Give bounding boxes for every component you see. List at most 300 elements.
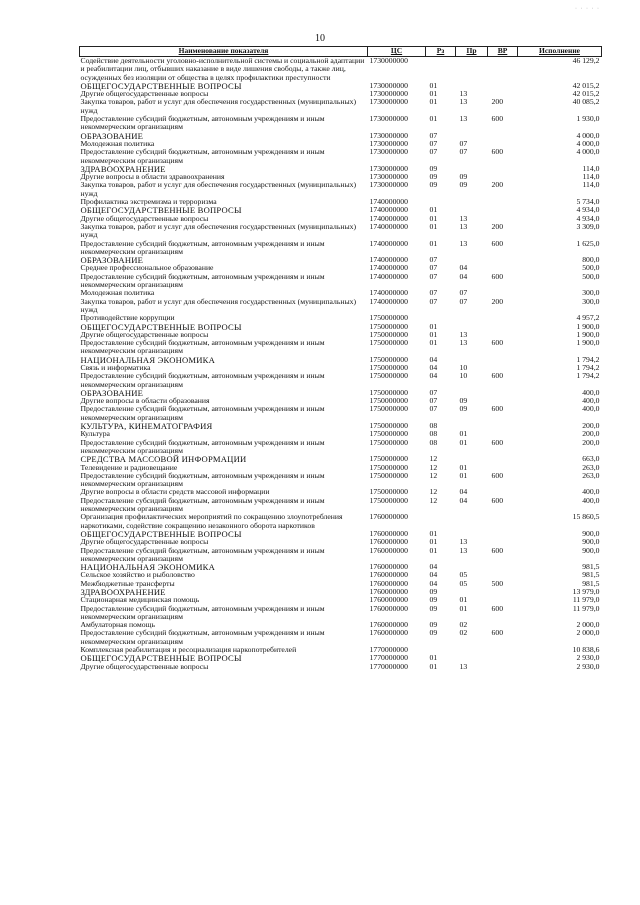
sum-cell: 4 934,0 — [576, 214, 600, 223]
rz-cell: 09 — [429, 173, 438, 182]
name-cell: Молодежная политика — [80, 138, 155, 148]
name-cell: Предоставление субсидий бюджетным, автономным учреждениям и иным некоммерческим организациям — [80, 603, 325, 621]
pr-cell: 05 — [459, 571, 468, 580]
table-row — [80, 663, 602, 671]
rz-cell — [426, 198, 456, 206]
sum-cell: 200,0 — [582, 430, 600, 439]
cs-cell: 1760000000 — [369, 546, 408, 555]
vr-cell — [488, 356, 518, 364]
sum-cell: 1 900,0 — [576, 322, 600, 331]
sum-cell: 800,0 — [582, 256, 600, 265]
sum-cell: 46 129,2 — [572, 56, 600, 65]
rz-cell: 04 — [429, 355, 438, 364]
name-cell: Другие вопросы в области здравоохранения — [80, 172, 225, 182]
sum-cell: 2 930,0 — [576, 662, 600, 671]
cs-cell: 1730000000 — [369, 164, 408, 173]
rz-cell: 07 — [429, 297, 438, 306]
name-cell: Содействие деятельности уголовно-исполнительной системы и социальной адаптации и реабилитации лиц, отбывших наказание в виде лишения свободы, а также лиц, осужденных без изоляции от общества в целях профилактики преступности — [80, 56, 365, 82]
name-cell: Другие вопросы в области образования — [80, 396, 210, 406]
vr-cell — [488, 314, 518, 322]
pr-cell — [456, 206, 488, 214]
name-cell: ОБЩЕГОСУДАРСТВЕННЫЕ ВОПРОСЫ — [80, 80, 242, 91]
vr-cell: 600 — [491, 496, 504, 505]
sum-cell: 1 794,2 — [576, 372, 600, 381]
name-cell: Предоставление субсидий бюджетным, автономным учреждениям и иным некоммерческим организациям — [80, 404, 325, 422]
rz-cell: 12 — [429, 455, 438, 464]
cs-cell: 1760000000 — [369, 538, 408, 547]
cs-cell: 1760000000 — [369, 571, 408, 580]
name-cell: Профилактика экстремизма и терроризма — [80, 197, 217, 207]
vr-cell — [488, 538, 518, 546]
cs-cell: 1730000000 — [369, 181, 408, 190]
pr-cell: 04 — [459, 488, 468, 497]
rz-cell — [426, 314, 456, 322]
sum-cell: 114,0 — [582, 181, 600, 190]
pr-cell: 10 — [459, 372, 468, 381]
cs-cell: 1730000000 — [369, 81, 408, 90]
table-row — [80, 629, 602, 646]
cs-cell: 1750000000 — [369, 388, 408, 397]
rz-cell: 04 — [429, 563, 438, 572]
name-cell: Другие общегосударственные вопросы — [80, 213, 209, 223]
vr-cell — [488, 397, 518, 405]
pr-cell: 10 — [459, 363, 468, 372]
name-cell: ЗДРАВООХРАНЕНИЕ — [80, 587, 166, 597]
name-cell: Закупка товаров, работ и услуг для обеспечения государственных (муниципальных) нужд — [80, 97, 357, 115]
vr-cell: 600 — [491, 239, 504, 248]
name-cell: Предоставление субсидий бюджетным, автономным учреждениям и иным некоммерческим организациям — [80, 371, 325, 389]
cs-cell: 1750000000 — [369, 471, 408, 480]
cs-cell: 1760000000 — [369, 513, 408, 522]
pr-cell: 04 — [459, 496, 468, 505]
cs-cell: 1730000000 — [369, 139, 408, 148]
name-cell: ОБЩЕГОСУДАРСТВЕННЫЕ ВОПРОСЫ — [80, 321, 242, 332]
name-cell: Сельское хозяйство и рыболовство — [80, 570, 195, 580]
rz-cell: 09 — [429, 164, 438, 173]
name-cell: Организация профилактических мероприятий по сокращению злоупотребления наркотиками, содействие сокращению незаконного оборота наркотиков — [80, 512, 343, 530]
table-row — [80, 148, 602, 165]
table-row — [80, 605, 602, 622]
sum-cell: 1 794,2 — [576, 363, 600, 372]
pr-cell: 09 — [459, 173, 468, 182]
sum-cell: 4 957,2 — [576, 314, 600, 323]
sum-cell: 200,0 — [582, 438, 600, 447]
rz-cell: 01 — [429, 81, 438, 90]
sum-cell: 11 979,0 — [572, 604, 600, 613]
name-cell: Предоставление субсидий бюджетным, автономным учреждениям и иным некоммерческим организациям — [80, 338, 325, 356]
vr-cell — [488, 422, 518, 430]
vr-cell — [488, 323, 518, 331]
cs-cell: 1760000000 — [369, 604, 408, 613]
pr-cell: 04 — [459, 264, 468, 273]
vr-cell — [488, 206, 518, 214]
pr-cell — [456, 654, 488, 662]
name-cell: СРЕДСТВА МАССОВОЙ ИНФОРМАЦИИ — [80, 454, 247, 465]
vr-cell — [488, 488, 518, 496]
name-cell: Комплексная реабилитация и ресоциализация наркопотребителей — [80, 645, 297, 655]
table-row — [80, 98, 602, 115]
vr-cell — [488, 57, 518, 82]
pr-cell — [456, 588, 488, 596]
table-row — [80, 513, 602, 530]
name-cell: ОБРАЗОВАНИЕ — [80, 130, 144, 141]
name-cell: Амбулаторная помощь — [80, 620, 155, 630]
table-row — [80, 356, 602, 364]
vr-cell: 600 — [491, 405, 504, 414]
cs-cell: 1760000000 — [369, 563, 408, 572]
header-rz: Рз — [426, 47, 456, 57]
rz-cell: 09 — [429, 621, 438, 630]
sum-cell: 663,0 — [582, 455, 600, 464]
vr-cell — [488, 588, 518, 596]
vr-cell: 200 — [491, 222, 504, 231]
vr-cell — [488, 464, 518, 472]
pr-cell: 01 — [459, 430, 468, 439]
table-row — [80, 57, 602, 82]
name-cell: Предоставление субсидий бюджетным, автономным учреждениям и иным некоммерческим организациям — [80, 238, 325, 256]
pr-cell: 13 — [459, 546, 468, 555]
name-cell: ОБЩЕГОСУДАРСТВЕННЫЕ ВОПРОСЫ — [80, 205, 242, 216]
cs-cell: 1770000000 — [369, 654, 408, 663]
sum-cell: 114,0 — [582, 173, 600, 182]
cs-cell: 1750000000 — [369, 372, 408, 381]
rz-cell: 01 — [429, 538, 438, 547]
pr-cell: 09 — [459, 405, 468, 414]
vr-cell — [488, 654, 518, 662]
sum-cell: 2 930,0 — [576, 654, 600, 663]
rz-cell: 12 — [429, 488, 438, 497]
table-row — [80, 405, 602, 422]
pr-cell — [456, 563, 488, 571]
vr-cell — [488, 430, 518, 438]
sum-cell: 10 838,6 — [572, 646, 600, 655]
sum-cell: 981,5 — [582, 563, 600, 572]
pr-cell — [456, 513, 488, 530]
rz-cell: 04 — [429, 579, 438, 588]
rz-cell: 01 — [429, 654, 438, 663]
pr-cell: 02 — [459, 629, 468, 638]
sum-cell: 15 860,5 — [572, 513, 600, 522]
sum-cell: 1 625,0 — [576, 239, 600, 248]
vr-cell — [488, 264, 518, 272]
pr-cell: 13 — [459, 538, 468, 547]
vr-cell: 600 — [491, 629, 504, 638]
vr-cell: 500 — [491, 579, 504, 588]
cs-cell: 1740000000 — [369, 222, 408, 231]
vr-cell: 200 — [491, 98, 504, 107]
rz-cell: 07 — [429, 264, 438, 273]
cs-cell: 1730000000 — [369, 173, 408, 182]
rz-cell: 01 — [429, 339, 438, 348]
cs-cell: 1730000000 — [369, 148, 408, 157]
cs-cell: 1730000000 — [369, 90, 408, 99]
header-vr: ВР — [488, 47, 518, 57]
cs-cell: 1760000000 — [369, 579, 408, 588]
cs-cell: 1750000000 — [369, 488, 408, 497]
sum-cell: 500,0 — [582, 264, 600, 273]
sum-cell: 2 000,0 — [576, 629, 600, 638]
vr-cell: 600 — [491, 438, 504, 447]
cs-cell: 1750000000 — [369, 496, 408, 505]
sum-cell: 13 979,0 — [572, 588, 600, 596]
sum-cell: 42 015,2 — [572, 81, 600, 90]
name-cell: Другие общегосударственные вопросы — [80, 89, 209, 99]
name-cell: ЗДРАВООХРАНЕНИЕ — [80, 163, 166, 174]
pr-cell — [456, 198, 488, 206]
cs-cell: 1740000000 — [369, 289, 408, 298]
vr-cell — [488, 596, 518, 604]
cs-cell: 1740000000 — [369, 206, 408, 215]
pr-cell — [456, 356, 488, 364]
sum-cell: 400,0 — [582, 488, 600, 497]
vr-cell — [488, 215, 518, 223]
name-cell: Закупка товаров, работ и услуг для обеспечения государственных (муниципальных) нужд — [80, 180, 357, 198]
name-cell: Связь и информатика — [80, 362, 151, 372]
pr-cell — [456, 165, 488, 173]
table-row — [80, 298, 602, 315]
vr-cell — [488, 173, 518, 181]
cs-cell: 1740000000 — [369, 214, 408, 223]
rz-cell: 08 — [429, 422, 438, 431]
sum-cell: 40 085,2 — [572, 98, 600, 107]
sum-cell: 500,0 — [582, 272, 600, 281]
cs-cell: 1750000000 — [369, 355, 408, 364]
name-cell: Предоставление субсидий бюджетным, автономным учреждениям и иным некоммерческим организациям — [80, 470, 325, 489]
table-row — [80, 372, 602, 389]
vr-cell — [488, 663, 518, 671]
name-cell: Стационарная медицинская помощь — [80, 595, 200, 605]
rz-cell: 01 — [429, 239, 438, 248]
vr-cell: 600 — [491, 115, 504, 124]
rz-cell: 07 — [429, 131, 438, 140]
sum-cell: 200,0 — [582, 422, 600, 431]
rz-cell — [426, 513, 456, 530]
vr-cell — [488, 364, 518, 372]
name-cell: НАЦИОНАЛЬНАЯ ЭКОНОМИКА — [80, 354, 215, 365]
rz-cell: 07 — [429, 397, 438, 406]
rz-cell: 01 — [429, 115, 438, 124]
header-sum: Исполнение — [518, 47, 602, 57]
name-cell: КУЛЬТУРА, КИНЕМАТОГРАФИЯ — [80, 421, 213, 432]
vr-cell — [488, 455, 518, 463]
cs-cell: 1770000000 — [369, 662, 408, 671]
cs-cell: 1750000000 — [369, 405, 408, 414]
sum-cell: 4 000,0 — [576, 139, 600, 148]
cs-cell: 1750000000 — [369, 363, 408, 372]
sum-cell: 4 934,0 — [576, 206, 600, 215]
sum-cell: 900,0 — [582, 546, 600, 555]
rz-cell: 01 — [429, 322, 438, 331]
rz-cell: 09 — [429, 181, 438, 190]
vr-cell — [488, 165, 518, 173]
cs-cell: 1760000000 — [369, 529, 408, 538]
rz-cell: 01 — [429, 98, 438, 107]
pr-cell: 09 — [459, 181, 468, 190]
rz-cell: 07 — [429, 272, 438, 281]
vr-cell: 600 — [491, 471, 504, 480]
cs-cell: 1740000000 — [369, 198, 408, 207]
rz-cell: 07 — [429, 388, 438, 397]
pr-cell: 13 — [459, 98, 468, 107]
header-cs: ЦС — [368, 47, 426, 57]
cs-cell: 1770000000 — [369, 646, 408, 655]
name-cell: Закупка товаров, работ и услуг для обеспечения государственных (муниципальных) нужд — [80, 221, 357, 240]
table-row — [80, 132, 602, 140]
sum-cell: 263,0 — [582, 463, 600, 472]
rz-cell: 07 — [429, 289, 438, 298]
name-cell: Предоставление субсидий бюджетным, автономным учреждениям и иным некоммерческим организациям — [80, 271, 325, 290]
table-row — [80, 497, 602, 514]
rz-cell: 07 — [429, 405, 438, 414]
sum-cell: 5 734,0 — [576, 198, 600, 207]
name-cell: Предоставление субсидий бюджетным, автономным учреждениям и иным некоммерческим организациям — [80, 147, 325, 165]
rz-cell: 04 — [429, 363, 438, 372]
pr-cell — [456, 389, 488, 397]
vr-cell — [488, 530, 518, 538]
cs-cell: 1750000000 — [369, 322, 408, 331]
sum-cell: 300,0 — [582, 289, 600, 298]
pr-cell: 04 — [459, 272, 468, 281]
cs-cell: 1750000000 — [369, 397, 408, 406]
pr-cell — [456, 314, 488, 322]
vr-cell — [488, 198, 518, 206]
vr-cell: 600 — [491, 604, 504, 613]
sum-cell: 2 000,0 — [576, 621, 600, 630]
sum-cell: 1 900,0 — [576, 339, 600, 348]
name-cell: НАЦИОНАЛЬНАЯ ЭКОНОМИКА — [80, 562, 215, 573]
vr-cell — [488, 289, 518, 297]
sum-cell: 3 309,0 — [576, 222, 600, 231]
rz-cell: 07 — [429, 139, 438, 148]
name-cell: Культура — [80, 429, 110, 439]
table-header — [80, 47, 602, 57]
name-cell: Предоставление субсидий бюджетным, автономным учреждениям и иным некоммерческим организациям — [80, 628, 325, 646]
vr-cell — [488, 646, 518, 654]
cs-cell: 1750000000 — [369, 314, 408, 323]
name-cell: Межбюджетные трансферты — [80, 578, 175, 588]
cs-cell: 1750000000 — [369, 422, 408, 431]
rz-cell: 04 — [429, 372, 438, 381]
table-row — [80, 181, 602, 198]
vr-cell: 600 — [491, 148, 504, 157]
rz-cell: 04 — [429, 571, 438, 580]
sum-cell: 4 000,0 — [576, 148, 600, 157]
pr-cell — [456, 530, 488, 538]
rz-cell: 01 — [429, 529, 438, 538]
pr-cell — [456, 422, 488, 430]
vr-cell — [488, 513, 518, 530]
cs-cell: 1760000000 — [369, 629, 408, 638]
table-row — [80, 240, 602, 257]
cs-cell: 1740000000 — [369, 297, 408, 306]
name-cell: Предоставление субсидий бюджетным, автономным учреждениям и иным некоммерческим организациям — [80, 545, 325, 563]
rz-cell — [426, 646, 456, 654]
pr-cell: 01 — [459, 596, 468, 605]
rz-cell: 12 — [429, 463, 438, 472]
table-body — [80, 57, 602, 671]
page-number: 10 — [315, 33, 325, 44]
name-cell: Телевидение и радиовещание — [80, 462, 178, 472]
sum-cell: 263,0 — [582, 471, 600, 480]
name-cell: ОБРАЗОВАНИЕ — [80, 255, 144, 266]
pr-cell — [456, 132, 488, 140]
header-name: Наименование показателя — [80, 47, 368, 57]
rz-cell: 07 — [429, 256, 438, 265]
cs-cell: 1750000000 — [369, 438, 408, 447]
cs-cell: 1760000000 — [369, 621, 408, 630]
pr-cell: 01 — [459, 471, 468, 480]
pr-cell: 13 — [459, 662, 468, 671]
cs-cell: 1740000000 — [369, 264, 408, 273]
rz-cell: 01 — [429, 206, 438, 215]
rz-cell: 01 — [429, 222, 438, 231]
vr-cell: 600 — [491, 546, 504, 555]
pr-cell — [456, 646, 488, 654]
table-row — [80, 439, 602, 456]
vr-cell — [488, 389, 518, 397]
table-row — [80, 547, 602, 564]
sum-cell: 400,0 — [582, 405, 600, 414]
name-cell: ОБЩЕГОСУДАРСТВЕННЫЕ ВОПРОСЫ — [80, 653, 242, 664]
pr-cell: 07 — [459, 139, 468, 148]
vr-cell — [488, 140, 518, 148]
vr-cell: 600 — [491, 339, 504, 348]
name-cell: Закупка товаров, работ и услуг для обеспечения государственных (муниципальных) нужд — [80, 296, 357, 314]
table-row — [80, 273, 602, 290]
sum-cell: 114,0 — [582, 164, 600, 173]
rz-cell: 07 — [429, 148, 438, 157]
cs-cell: 1760000000 — [369, 596, 408, 605]
pr-cell: 13 — [459, 339, 468, 348]
cs-cell: 1740000000 — [369, 272, 408, 281]
budget-table — [79, 46, 602, 671]
pr-cell — [456, 57, 488, 82]
sum-cell: 1 930,0 — [576, 115, 600, 124]
name-cell: Предоставление субсидий бюджетным, автономным учреждениям и иным некоммерческим организациям — [80, 495, 325, 514]
pr-cell: 07 — [459, 289, 468, 298]
table-row — [80, 223, 602, 240]
rz-cell: 09 — [429, 629, 438, 638]
vr-cell: 200 — [491, 181, 504, 190]
pr-cell: 13 — [459, 214, 468, 223]
rz-cell: 01 — [429, 90, 438, 99]
pr-cell: 09 — [459, 397, 468, 406]
sum-cell: 981,5 — [582, 579, 600, 588]
cs-cell: 1740000000 — [369, 256, 408, 265]
name-cell: Другие вопросы в области средств массовой информации — [80, 487, 270, 497]
pr-cell — [456, 256, 488, 264]
sum-cell: 42 015,2 — [572, 90, 600, 99]
vr-cell: 200 — [491, 297, 504, 306]
name-cell: Молодежная политика — [80, 288, 155, 298]
vr-cell — [488, 563, 518, 571]
rz-cell: 01 — [429, 662, 438, 671]
scan-corner-mark: · · · · · — [575, 6, 600, 12]
pr-cell: 02 — [459, 621, 468, 630]
pr-cell: 01 — [459, 604, 468, 613]
name-cell: Другие общегосударственные вопросы — [80, 329, 209, 339]
name-cell: Среднее профессиональное образование — [80, 263, 214, 273]
table-row — [80, 472, 602, 489]
rz-cell: 09 — [429, 604, 438, 613]
pr-cell: 13 — [459, 90, 468, 99]
pr-cell: 13 — [459, 115, 468, 124]
cs-cell: 1750000000 — [369, 339, 408, 348]
pr-cell: 07 — [459, 148, 468, 157]
pr-cell: 13 — [459, 330, 468, 339]
name-cell: Противодействие коррупции — [80, 313, 175, 323]
cs-cell: 1750000000 — [369, 463, 408, 472]
